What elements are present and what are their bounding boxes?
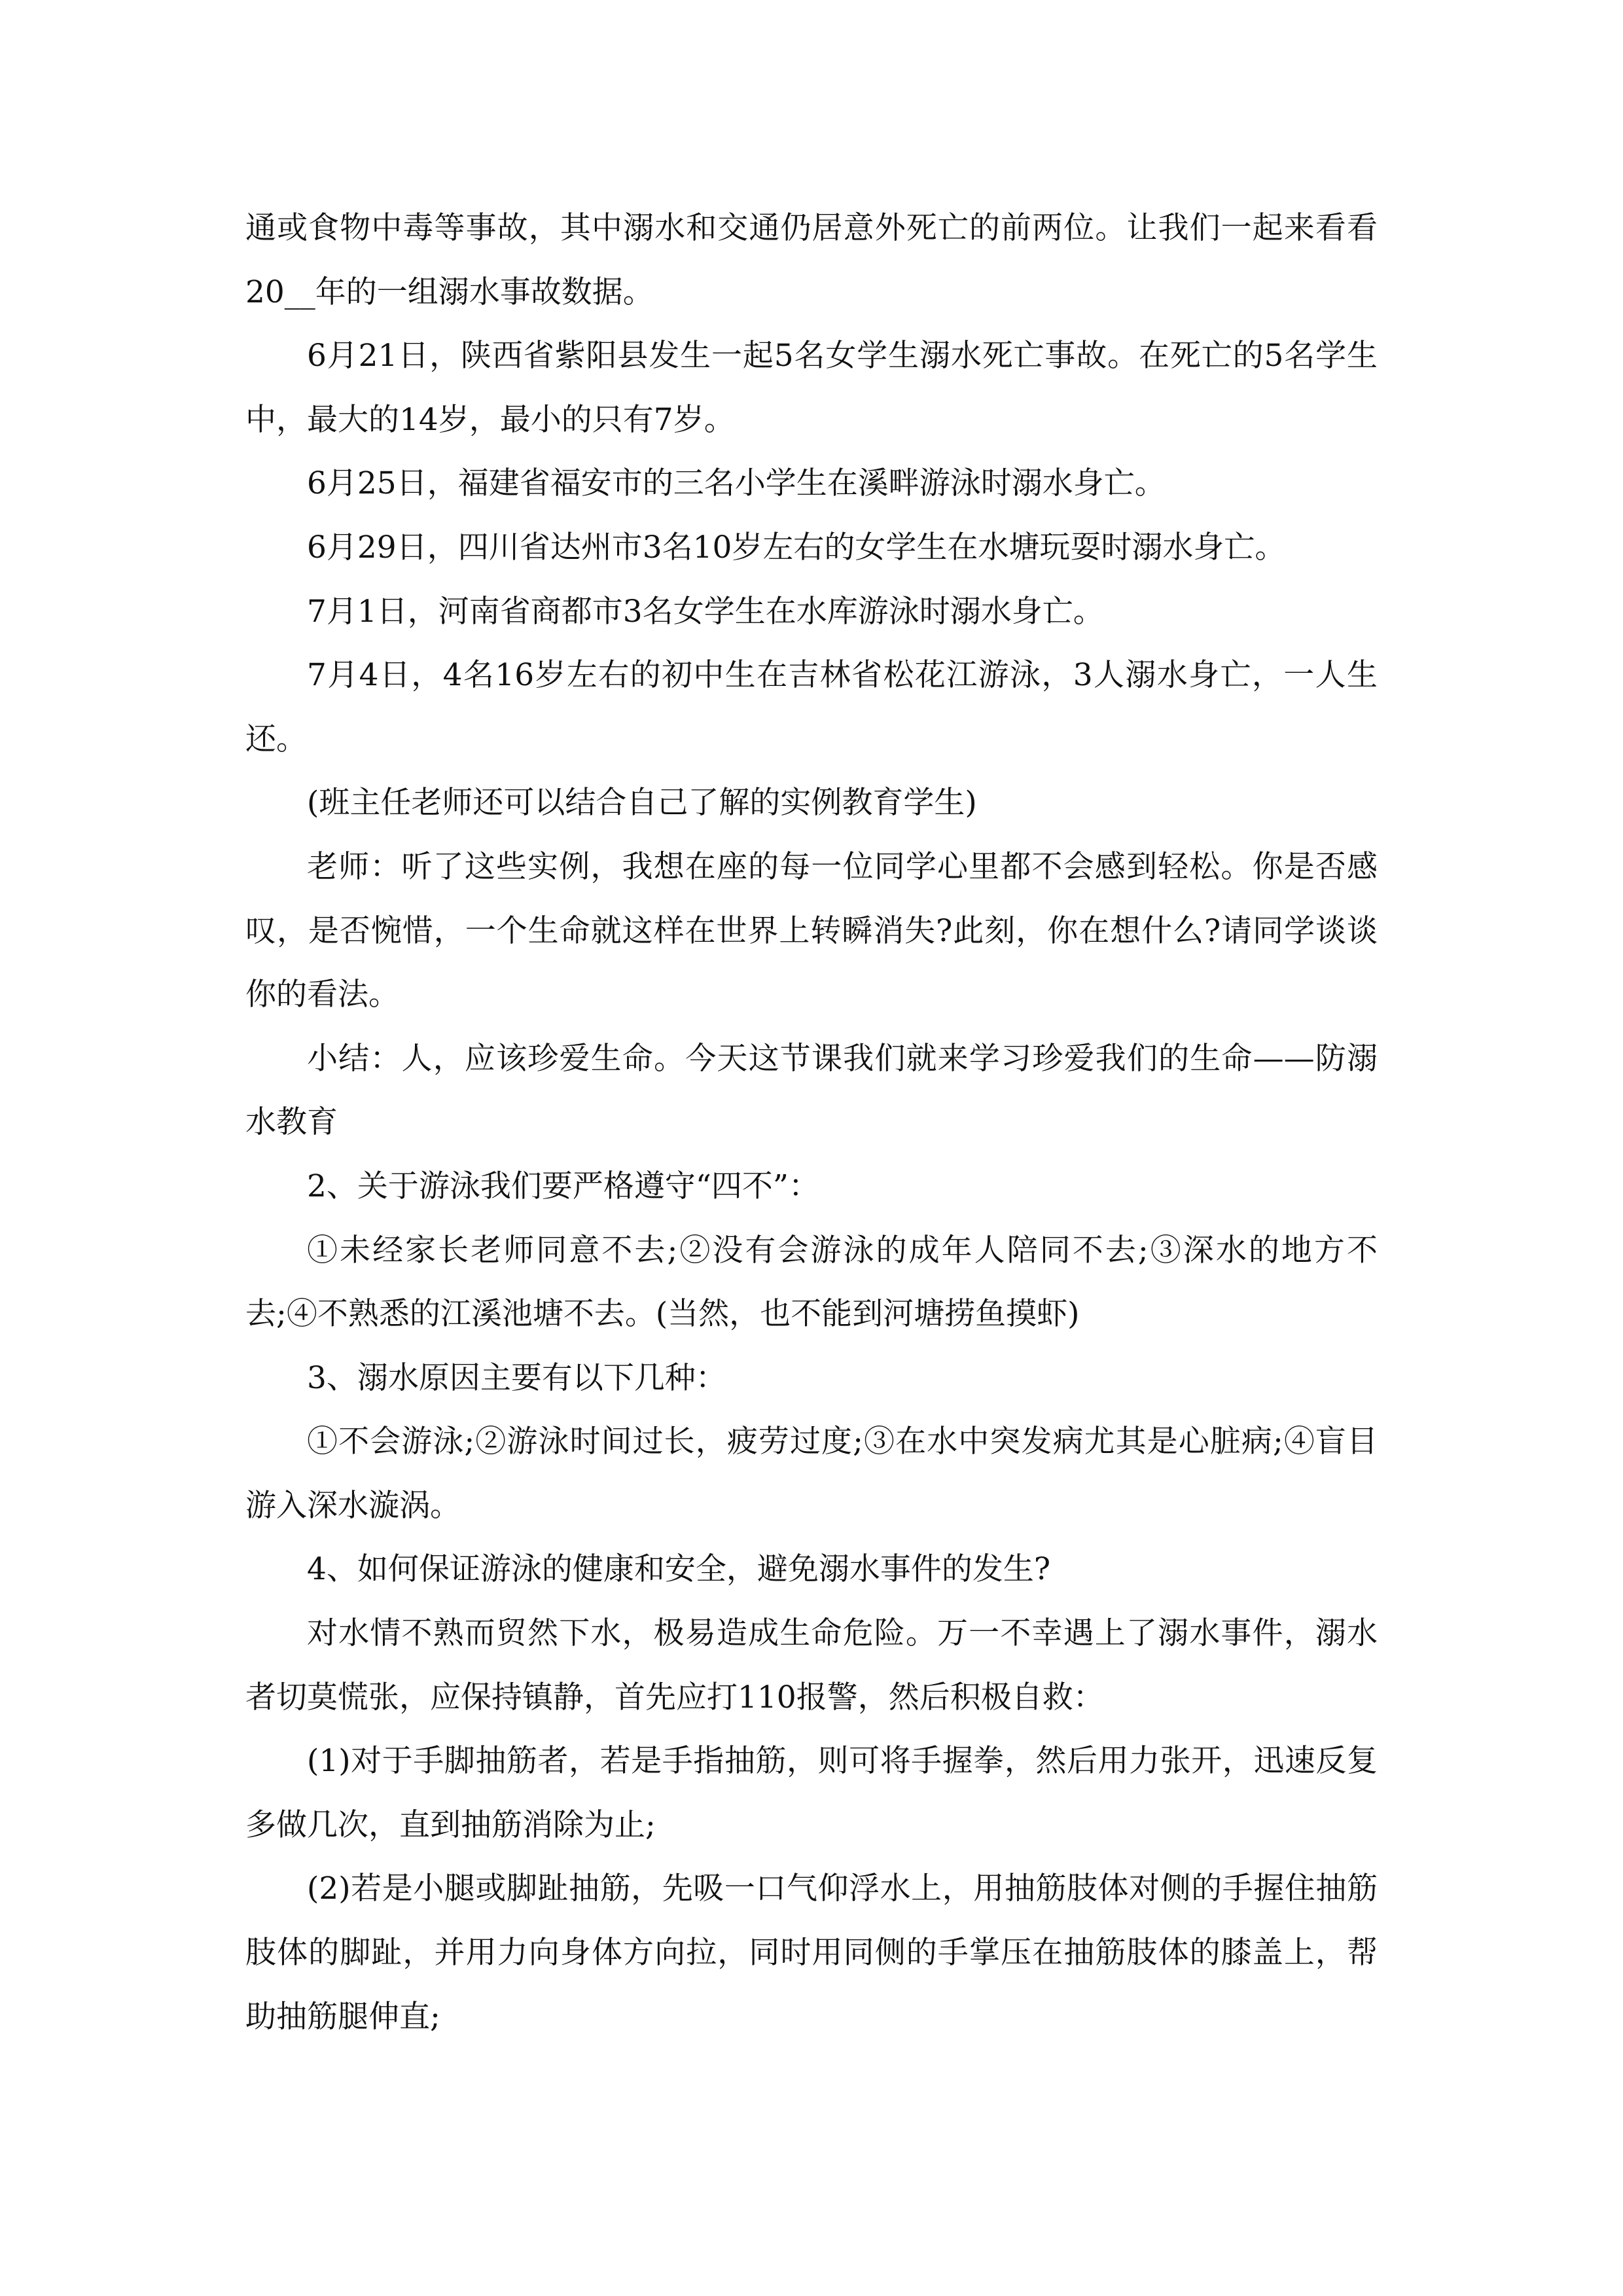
document-page (245, 196, 1378, 2049)
paragraph-hand-cramp: (1)对于手脚抽筋者，若是手指抽筋，则可将手握拳，然后用力张开，迅速反复多做几次，直到抽筋消除为止; (245, 1743, 1378, 1843)
paragraph-june-29: 6月29日，四川省达州市3名10岁左右的女学生在水塘玩耍时溺水身亡。 (307, 529, 1286, 565)
paragraph-july-4: 7月4日，4名16岁左右的初中生在吉林省松花江游泳，3人溺水身亡，一人生还。 (245, 657, 1378, 757)
paragraph-self-rescue: 对水情不熟而贸然下水，极易造成生命危险。万一不幸遇上了溺水事件，溺水者切莫慌张，应保持镇静，首先应打110报警，然后积极自救： (245, 1615, 1378, 1715)
paragraph-june-25: 6月25日，福建省福安市的三名小学生在溪畔游泳时溺水身亡。 (307, 465, 1166, 502)
paragraph-four-nots-list: ①未经家长老师同意不去;②没有会游泳的成年人陪同不去;③深水的地方不去;④不熟悉的江溪池塘不去。(当然，也不能到河塘捞鱼摸虾) (245, 1232, 1378, 1333)
paragraph-continuation: 通或食物中毒等事故，其中溺水和交通仍居意外死亡的前两位。让我们一起来看看 20__年的一组溺水事故数据。 (245, 210, 1378, 310)
paragraph-causes-list: ①不会游泳;②游泳时间过长，疲劳过度;③在水中突发病尤其是心脏病;④盲目游入深水漩涡。 (245, 1424, 1378, 1524)
paragraph-leg-cramp: (2)若是小腿或脚趾抽筋，先吸一口气仰浮水上，用抽筋肢体对侧的手握住抽筋肢体的脚趾，并用力向身体方向拉，同时用同侧的手掌压在抽筋肢体的膝盖上，帮助抽筋腿伸直; (245, 1871, 1378, 2035)
heading-drowning-causes: 3、溺水原因主要有以下几种： (307, 1359, 726, 1396)
paragraph-july-1: 7月1日，河南省商都市3名女学生在水库游泳时溺水身亡。 (307, 593, 1104, 630)
paragraph-june-21: 6月21日，陕西省紫阳县发生一起5名女学生溺水死亡事故。在死亡的5名学生中，最大的14岁，最小的只有7岁。 (245, 338, 1378, 438)
paragraph-teacher-note: (班主任老师还可以结合自己了解的实例教育学生) (307, 785, 977, 821)
paragraph-summary: 小结：人，应该珍爱生命。今天这节课我们就来学习珍爱我们的生命——防溺水教育 (245, 1040, 1378, 1141)
heading-safety: 4、如何保证游泳的健康和安全，避免溺水事件的发生? (307, 1551, 1051, 1588)
paragraph-teacher-speech: 老师：听了这些实例，我想在座的每一位同学心里都不会感到轻松。你是否感叹，是否惋惜，一个生命就这样在世界上转瞬消失?此刻，你在想什么?请同学谈谈你的看法。 (245, 848, 1378, 1013)
heading-four-nots: 2、关于游泳我们要严格遵守“四不”： (307, 1168, 819, 1204)
